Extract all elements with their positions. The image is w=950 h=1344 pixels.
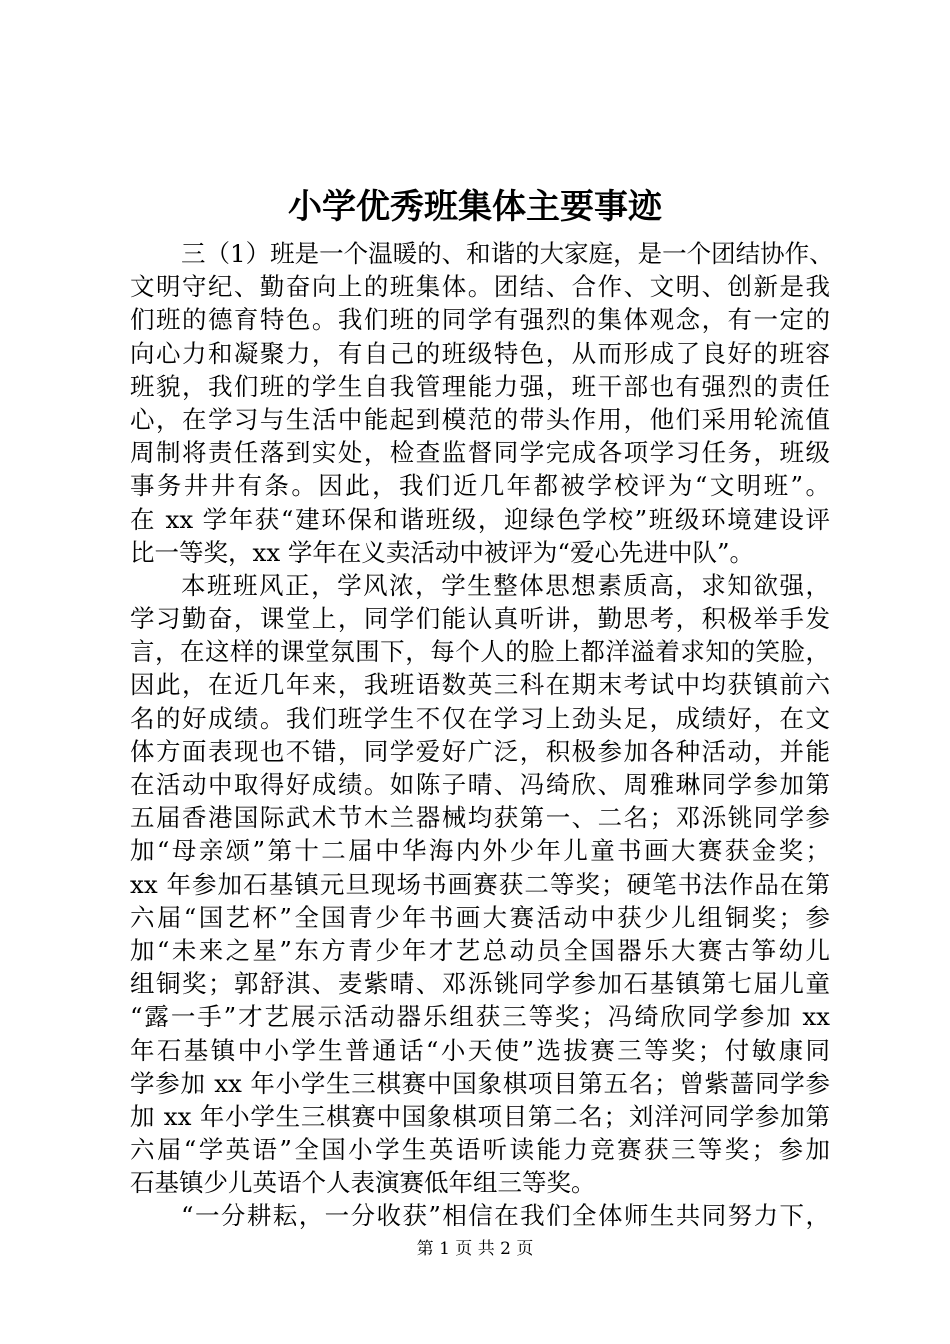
- text-line: 组铜奖；郭舒淇、麦紫晴、邓泺铫同学参加石基镇第七届儿童: [130, 969, 830, 999]
- text-line: 在活动中取得好成绩。如陈子晴、冯绮欣、周雅琳同学参加第: [130, 770, 830, 799]
- text-line: 向心力和凝聚力，有自己的班级特色，从而形成了良好的班容: [130, 338, 830, 368]
- text-line: 五届香港国际武术节木兰器械均获第一、二名；邓泺铫同学参: [130, 803, 830, 833]
- page-footer: 第 1 页 共 2 页: [416, 1239, 534, 1259]
- text-line: 心，在学习与生活中能起到模范的带头作用，他们采用轮流值: [130, 404, 830, 434]
- document-title: 小学优秀班集体主要事迹: [288, 187, 662, 227]
- text-line: 在 xx 学年获“建环保和谐班级，迎绿色学校”班级环境建设评: [130, 504, 830, 534]
- text-line: 石基镇少儿英语个人表演赛低年组三等奖。: [130, 1168, 596, 1198]
- document-body: [130, 237, 834, 1233]
- text-line: 加“未来之星”东方青少年才艺总动员全国器乐大赛古筝幼儿: [130, 935, 830, 965]
- text-line: 言，在这样的课堂氛围下，每个人的脸上都洋溢着求知的笑脸，: [130, 637, 830, 667]
- text-line: 体方面表现也不错，同学爱好广泛，积极参加各种活动，并能: [130, 736, 830, 766]
- text-line: 班貌，我们班的学生自我管理能力强，班干部也有强烈的责任: [130, 371, 830, 401]
- text-line: 加“母亲颂”第十二届中华海内外少年儿童书画大赛获金奖；: [130, 836, 830, 866]
- text-line: 年石基镇中小学生普通话“小天使”选拔赛三等奖；付敏康同: [130, 1035, 830, 1065]
- text-line: 本班班风正，学风浓，学生整体思想素质高，求知欲强，: [181, 570, 830, 600]
- text-line: 们班的德育特色。我们班的同学有强烈的集体观念，有一定的: [130, 305, 830, 335]
- text-line: 比一等奖，xx 学年在义卖活动中被评为“爱心先进中队”。: [130, 537, 754, 567]
- text-line: 六届“学英语”全国小学生英语听读能力竞赛获三等奖；参加: [130, 1135, 830, 1165]
- text-line: 三（1）班是一个温暖的、和谐的大家庭，是一个团结协作、: [181, 239, 834, 268]
- text-line: 名的好成绩。我们班学生不仅在学习上劲头足，成绩好，在文: [130, 703, 830, 733]
- text-line: 六届“国艺杯”全国青少年书画大赛活动中获少儿组铜奖；参: [130, 902, 830, 932]
- text-line: 因此，在近几年来，我班语数英三科在期末考试中均获镇前六: [130, 670, 830, 700]
- text-line: 学参加 xx 年小学生三棋赛中国象棋项目第五名；曾紫蔷同学参: [130, 1068, 830, 1098]
- text-line: 周制将责任落到实处，检查监督同学完成各项学习任务，班级: [130, 438, 830, 468]
- text-line: “一分耕耘，一分收获”相信在我们全体师生共同努力下，: [181, 1201, 830, 1231]
- text-line: 事务井井有条。因此，我们近几年都被学校评为“文明班”。: [130, 471, 830, 501]
- text-line: 学习勤奋，课堂上，同学们能认真听讲，勤思考，积极举手发: [130, 604, 830, 634]
- text-line: xx 年参加石基镇元旦现场书画赛获二等奖；硬笔书法作品在第: [130, 869, 830, 899]
- text-line: 文明守纪、勤奋向上的班集体。团结、合作、文明、创新是我: [130, 272, 830, 302]
- text-line: 加 xx 年小学生三棋赛中国象棋项目第二名；刘洋河同学参加第: [130, 1101, 830, 1131]
- text-line: “露一手”才艺展示活动器乐组获三等奖；冯绮欣同学参加 xx: [130, 1002, 830, 1032]
